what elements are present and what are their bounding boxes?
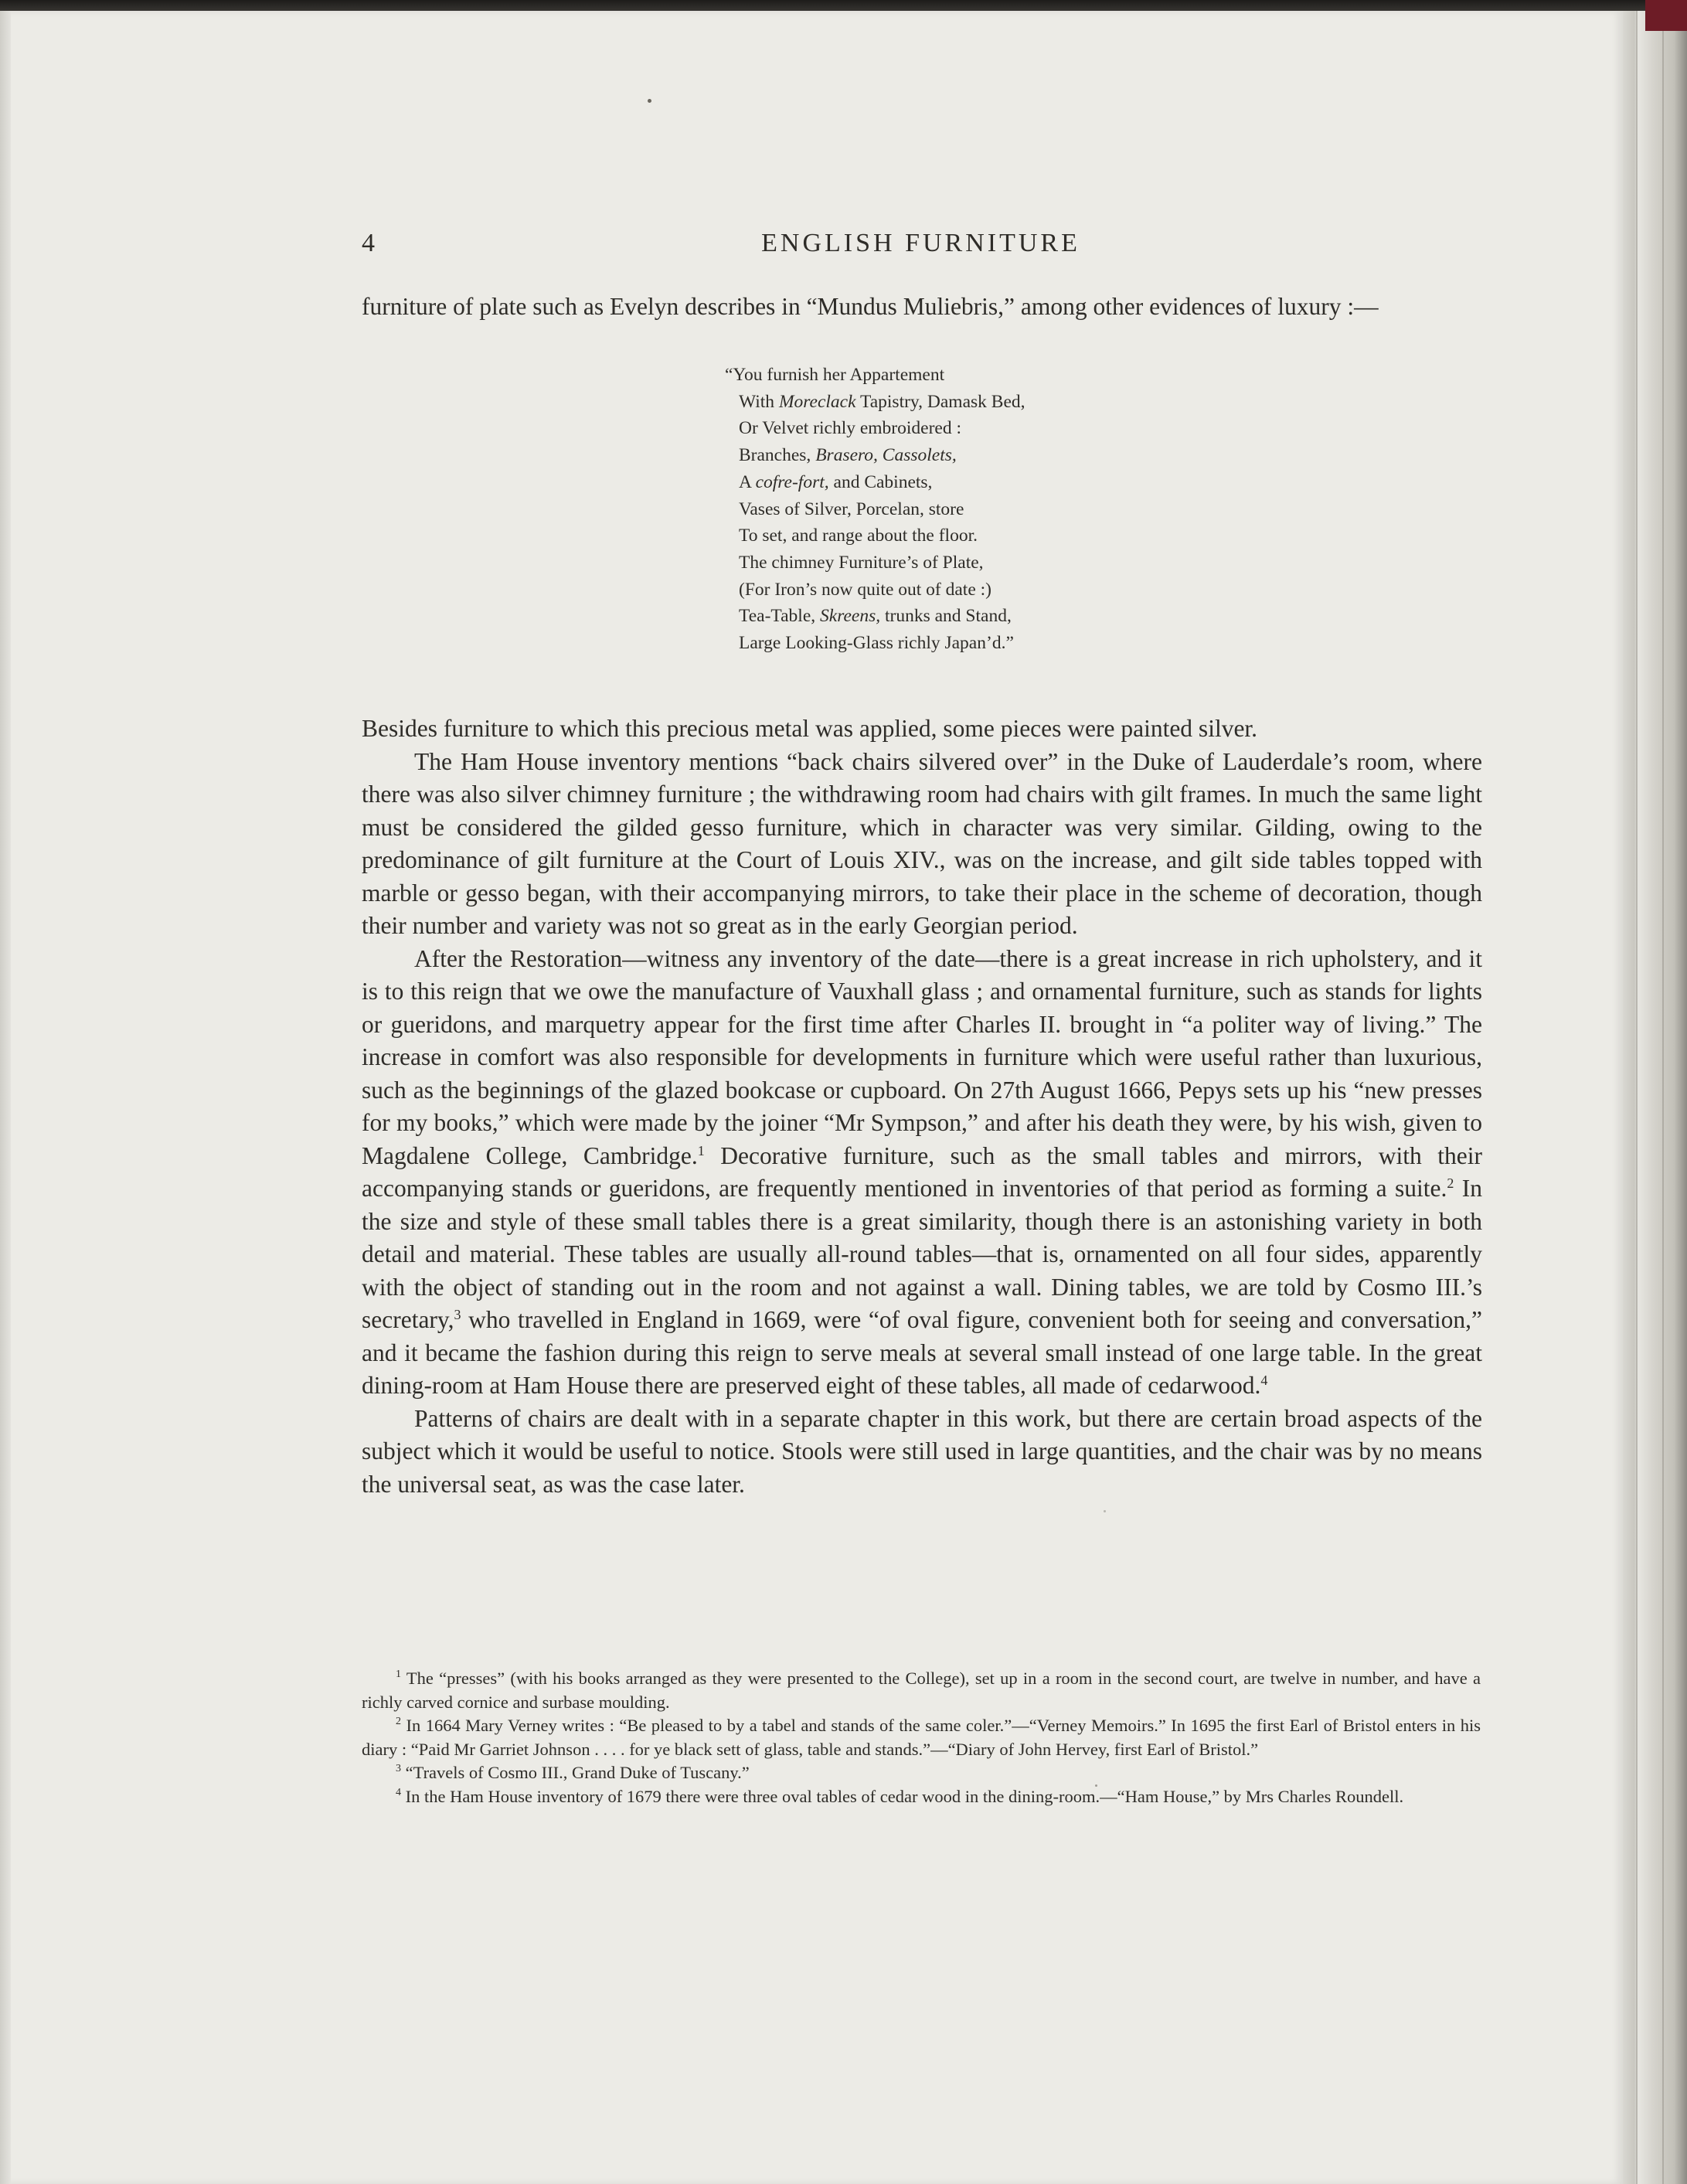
footnotes [362, 1667, 1481, 1808]
print-speck [648, 99, 651, 103]
verse-line: The chimney Furniture’s of Plate, [739, 552, 984, 573]
intro-text: furniture of plate such as Evelyn describes in “Mundus Muliebris,” among other evidences of luxury :— [362, 293, 1379, 320]
footnote: $^4$ In the Ham House inventory of 1679 there were three oval tables of cedar wood in the dining-room.—“Ham House,” by Mrs Charles Roundell. [396, 1786, 1404, 1806]
verse-line: “You furnish her Appartement [725, 365, 945, 385]
print-speck [1104, 1510, 1106, 1512]
page-number: 4 [362, 229, 376, 257]
verse-line: With Moreclack Tapistry, Damask Bed, [739, 391, 1025, 412]
verse-line: (For Iron’s now quite out of date :) [739, 579, 991, 600]
footnote-reference: 1 [697, 1142, 705, 1158]
body-paragraph: After the Restoration—witness any inventory of the date—there is a great increase in rich upholstery, and it is to this reign that we owe the manufacture of Vauxhall glass ; and ornamental furniture, such as stands for lights or gueridons, and marquetry appear for the first time after Charles II. brought in “a politer way of living.” The increase in comfort was also responsible for developments in furniture which were useful rather than luxurious, such as the beginnings of the glazed bookcase or cupboard. On 27th August 1666, Pepys sets up his “new presses for my books,” which were made by the joiner “Mr Sympson,” and after his death they were, by his wish, given to Magdalene College, Cambridge.$^1$ Decorative furniture, such as the small tables and mirrors, with their accompanying stands or gueridons, are frequently mentioned in inventories of that period as forming a suite.$^2$ In the size and style of these small tables there is a great similarity, though there is an astonishing variety in both detail and material. These tables are usually all-round tables—that is, ornamented on all four sides, apparently with the object of standing out in the room and not against a wall. Dining tables, we are told by Cosmo III.’s secretary,$^3$ who travelled in England in 1669, were “of oval figure, convenient both for seeing and conversation,” and it became the fashion during this reign to serve meals at several small instead of one large table. In the great dining-room at Ham House there are preserved eight of these tables, all made of cedarwood.$^4$ [362, 944, 1482, 1399]
footnote-number: 3 [396, 1763, 401, 1774]
italic-text: Brasero, Cassolets, [815, 445, 957, 466]
body-paragraphs [362, 713, 1482, 1501]
footnote-reference: 3 [454, 1307, 461, 1322]
verse-line: Or Velvet richly embroidered : [739, 418, 962, 439]
italic-text: Moreclack [778, 391, 856, 412]
italic-text: Skreens, [820, 606, 881, 627]
page-edge-line [1636, 11, 1638, 2184]
footnote: $^1$ The “presses” (with his books arranged as they were presented to the College), set up in a room in the second court, are twelve in number, and have a richly carved cornice and surbase moulding. [362, 1669, 1481, 1712]
body-paragraph: Besides furniture to which this precious metal was applied, some pieces were painted silver. [362, 715, 1258, 742]
footnote: $^2$ In 1664 Mary Verney writes : “Be pleased to by a tabel and stands of the same coler.”—“Verney Memoirs.” In 1695 the first Earl of Bristol enters in his diary : “Paid Mr Garriet Johnson . . . . for ye black sett of glass, table and stands.”—“Diary of John Hervey, first Earl of Bristol.” [362, 1716, 1481, 1759]
page-edge-line [1662, 11, 1664, 2184]
footnote-reference: 2 [1447, 1175, 1454, 1191]
verse-quotation [725, 362, 1127, 657]
red-bookmark-tab [1645, 0, 1687, 31]
body-paragraph: The Ham House inventory mentions “back chairs silvered over” in the Duke of Lauderdale’s room, where there was also silver chimney furniture ; the withdrawing room had chairs with gilt frames. In much the same light must be considered the gilded gesso furniture, which in character was very similar. Gilding, owing to the predominance of gilt furniture at the Court of Louis XIV., was on the increase, and gilt side tables topped with marble or gesso began, with their accompanying mirrors, to take their place in the scheme of decoration, though their number and variety was not so great as in the early Georgian period. [362, 747, 1482, 939]
verse-line: A cofre-fort, and Cabinets, [739, 471, 933, 492]
footnote-number: 2 [396, 1716, 401, 1727]
running-head [362, 229, 1480, 269]
italic-text: cofre-fort, [755, 471, 829, 492]
page-stack-edge [1623, 11, 1687, 2184]
footnote: $^3$ “Travels of Cosmo III., Grand Duke of Tuscany.” [396, 1763, 750, 1782]
footnote-number: 4 [396, 1786, 401, 1798]
body-paragraph: Patterns of chairs are dealt with in a separate chapter in this work, but there are certain broad aspects of the subject which it would be useful to notice. Stools were still used in large quantities, and the chair was by no means the universal seat, as was the case later. [362, 1404, 1482, 1498]
verse-line: Large Looking-Glass richly Japan’d.” [739, 633, 1014, 654]
intro-paragraph [362, 291, 1482, 324]
verse-line: To set, and range about the floor. [739, 526, 978, 546]
footnote-number: 1 [396, 1669, 401, 1680]
running-head-title: ENGLISH FURNITURE [761, 229, 1080, 257]
footnote-reference: 4 [1260, 1373, 1268, 1388]
verse-line: Tea-Table, Skreens, trunks and Stand, [739, 606, 1012, 627]
page-binding-edge [0, 11, 11, 2184]
verse-line: Branches, Brasero, Cassolets, [739, 445, 957, 466]
verse-line: Vases of Silver, Porcelan, store [739, 498, 964, 519]
